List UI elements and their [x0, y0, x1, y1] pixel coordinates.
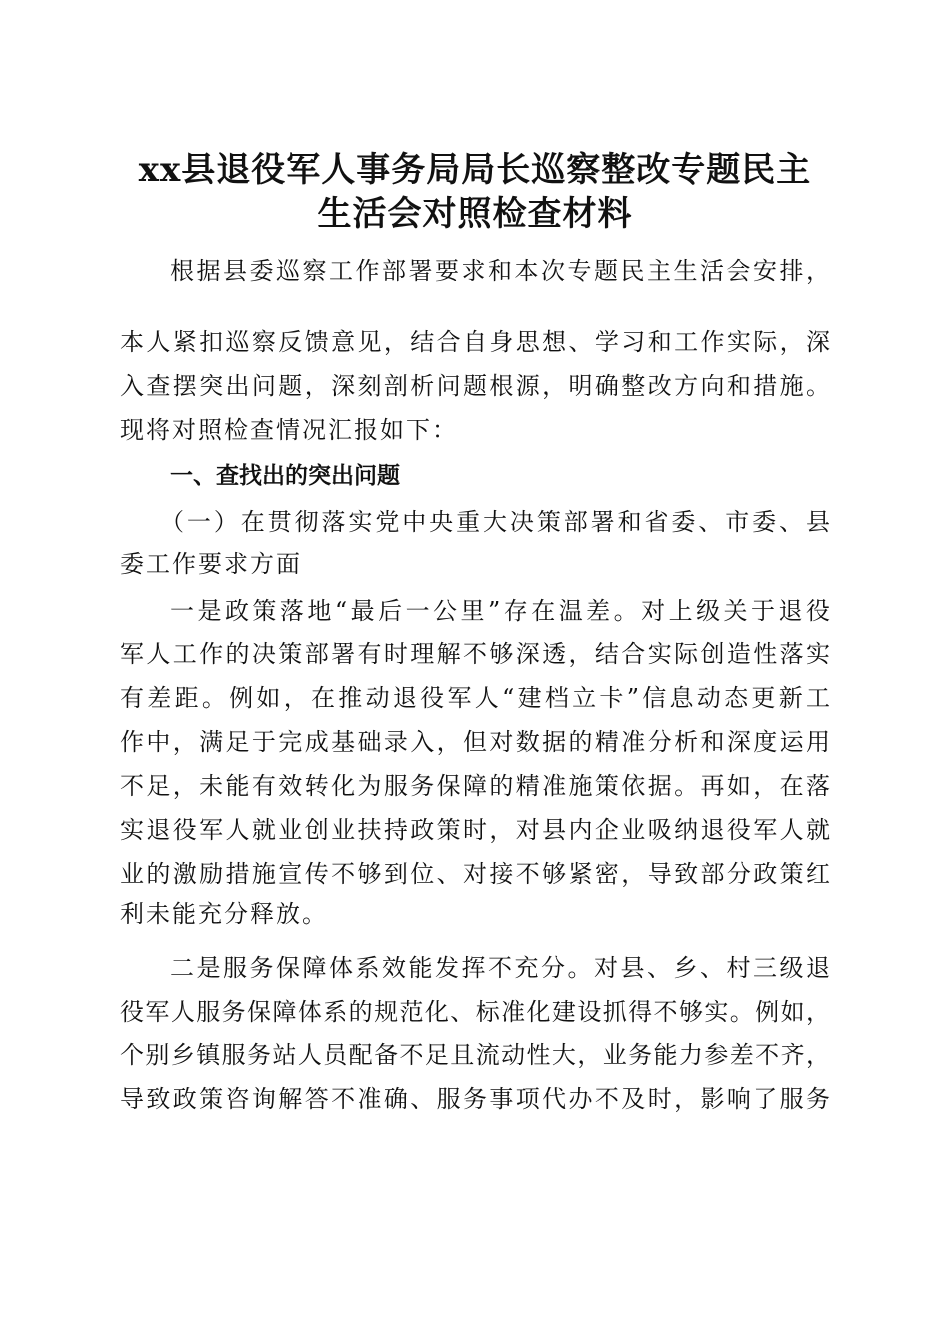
- text-line: 利未能充分释放。: [120, 900, 328, 928]
- text-line: 本人紧扣巡察反馈意见，结合自身思想、学习和工作实际，深: [120, 328, 830, 356]
- text-line: 役军人服务保障体系的规范化、标准化建设抓得不够实。例如，: [120, 998, 830, 1026]
- text-line: 现将对照检查情况汇报如下：: [120, 416, 458, 444]
- section-heading: 一、查找出的突出问题: [170, 463, 400, 489]
- text-line: 根据县委巡察工作部署要求和本次专题民主生活会安排，: [170, 257, 830, 285]
- text-line: 一是政策落地“最后一公里”存在温差。对上级关于退役: [170, 597, 830, 625]
- text-line: 不足，未能有效转化为服务保障的精准施策依据。再如，在落: [120, 772, 830, 800]
- text-line: （一）在贯彻落实党中央重大决策部署和省委、市委、县: [160, 508, 830, 536]
- text-line: 二是服务保障体系效能发挥不充分。对县、乡、村三级退: [170, 954, 830, 982]
- title-line: xx县退役军人事务局局长巡察整改专题民主: [138, 150, 812, 190]
- text-line: 有差距。例如，在推动退役军人“建档立卡”信息动态更新工: [120, 684, 830, 712]
- text-line: 业的激励措施宣传不够到位、对接不够紧密，导致部分政策红: [120, 860, 830, 888]
- text-line: 入查摆突出问题，深刻剖析问题根源，明确整改方向和措施。: [120, 372, 830, 400]
- text-line: 委工作要求方面: [120, 550, 302, 578]
- text-line: 作中，满足于完成基础录入，但对数据的精准分析和深度运用: [120, 728, 830, 756]
- text-line: 军人工作的决策部署有时理解不够深透，结合实际创造性落实: [120, 640, 830, 668]
- title-line: 生活会对照检查材料: [317, 194, 633, 234]
- text-line: 实退役军人就业创业扶持政策时，对县内企业吸纳退役军人就: [120, 816, 830, 844]
- text-line: 导致政策咨询解答不准确、服务事项代办不及时，影响了服务: [120, 1085, 830, 1113]
- text-line: 个别乡镇服务站人员配备不足且流动性大，业务能力参差不齐，: [120, 1041, 830, 1069]
